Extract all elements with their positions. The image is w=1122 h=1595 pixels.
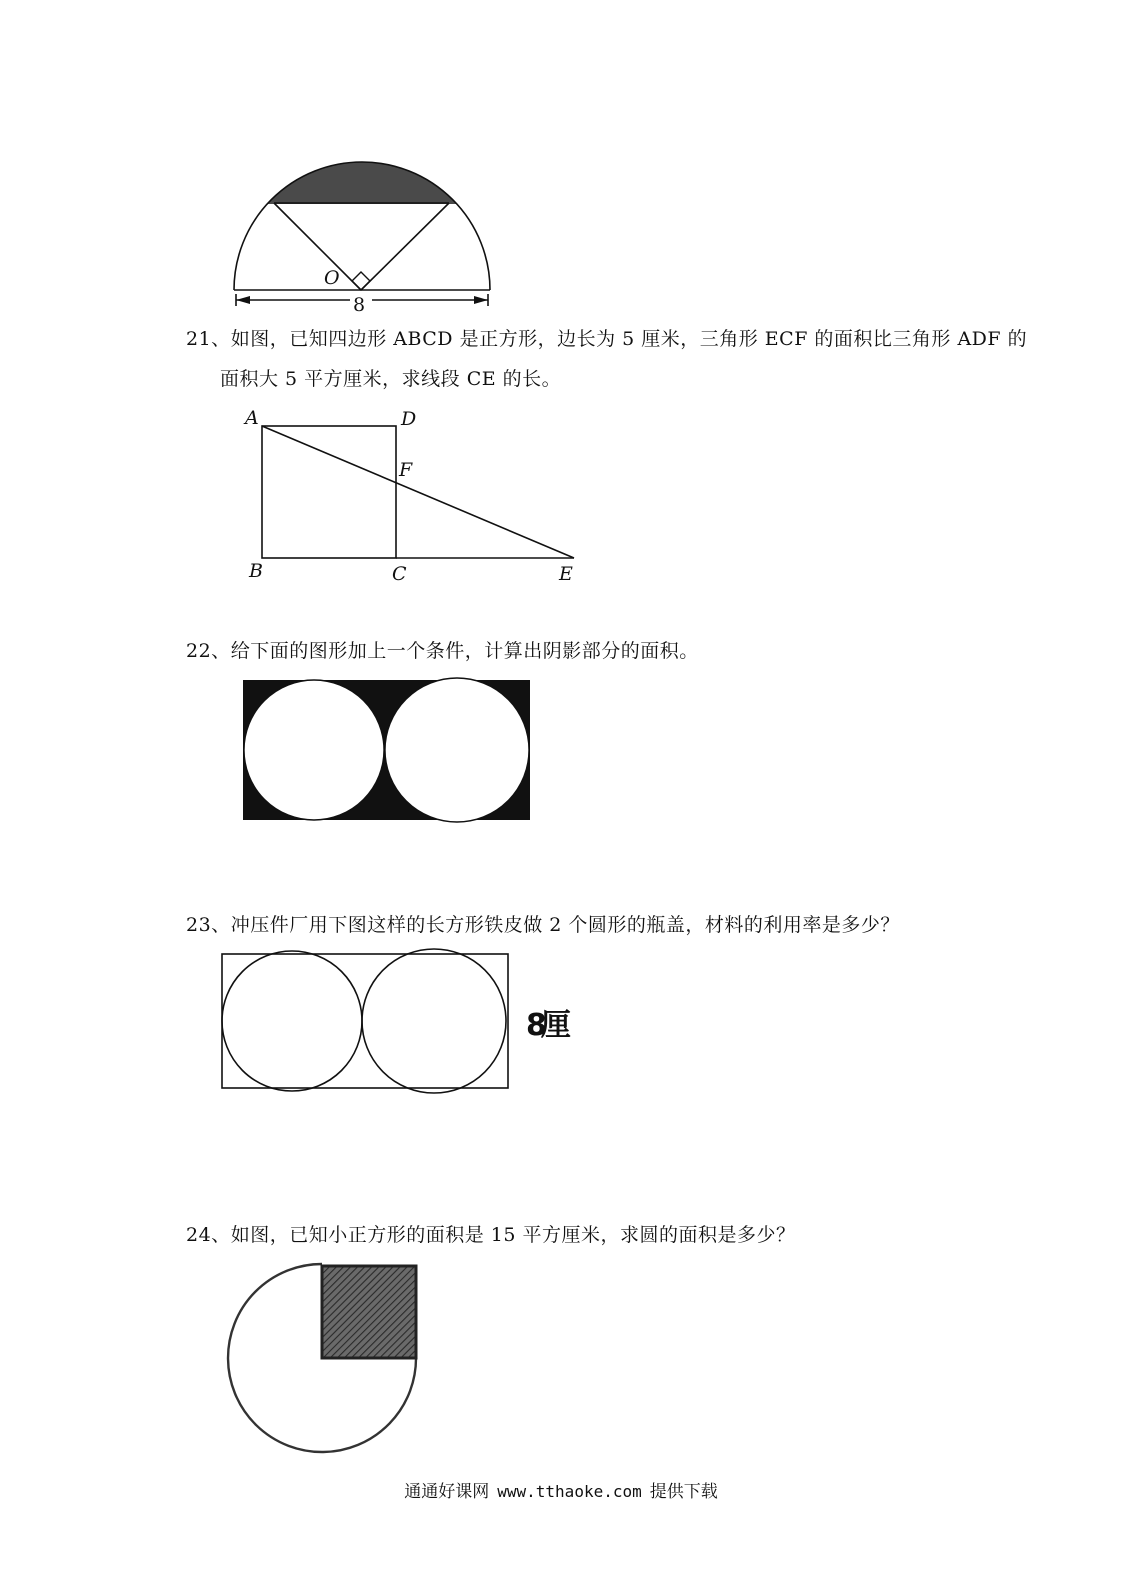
label-f: F [399,459,413,481]
footer-suffix: 提供下载 [649,1482,718,1502]
label-b: B [249,560,263,582]
q22-number: 22、 [186,640,231,662]
page-footer [0,1480,1122,1504]
q24-number: 24、 [186,1224,231,1246]
two-circles-shaded-figure [0,676,1122,836]
label-e: E [559,563,573,585]
label-d: D [401,408,417,430]
center-label-o: O [324,267,340,289]
label-a: A [245,407,259,429]
semicircle-right-segment [361,203,449,290]
dimension-arrow-left [236,296,250,304]
q23-line [186,908,900,942]
q21-text-line1: 如图，已知四边形 ABCD 是正方形，边长为 5 厘米，三角形 ECF 的面积比三角形 ADF 的 [230,328,1028,350]
q22-text: 给下面的图形加上一个条件，计算出阴影部分的面积。 [230,640,699,662]
small-square-shaded [322,1266,416,1358]
dimension-arrow-right [474,296,488,304]
square-triangle-figure [0,400,1122,600]
left-lid-circle [222,951,362,1091]
right-lid-circle [362,949,506,1093]
square-abcd [262,426,396,558]
iron-sheet-rectangle [222,954,508,1088]
footer-site-name: 通通好课网 [404,1482,490,1502]
right-angle-marker [352,272,370,290]
q21-line1 [186,322,1027,356]
q21-number: 21、 [186,328,231,350]
q24-text: 如图，已知小正方形的面积是 15 平方厘米，求圆的面积是多少？ [230,1224,796,1246]
q22-line [186,634,699,668]
q23-number: 23、 [186,914,231,936]
right-white-circle [385,678,529,822]
circle-square-figure [0,1256,1122,1466]
semicircle-shaded-cap [234,162,490,290]
footer-url[interactable]: www.tthaoke.com [497,1482,642,1501]
q23-side-label: 8厘 [526,1008,565,1043]
left-white-circle [244,680,384,820]
semicircle-figure [0,0,1122,330]
label-c: C [392,563,407,585]
q21-line2 [220,362,561,396]
q24-line [186,1218,795,1252]
q21-text-line2: 面积大 5 平方厘米，求线段 CE 的长。 [220,368,562,390]
semicircle-left-segment [274,203,361,290]
line-ae [262,426,574,558]
diameter-label: 8 [353,294,366,316]
q23-text: 冲压件厂用下图这样的长方形铁皮做 2 个圆形的瓶盖，材料的利用率是多少？ [230,914,900,936]
